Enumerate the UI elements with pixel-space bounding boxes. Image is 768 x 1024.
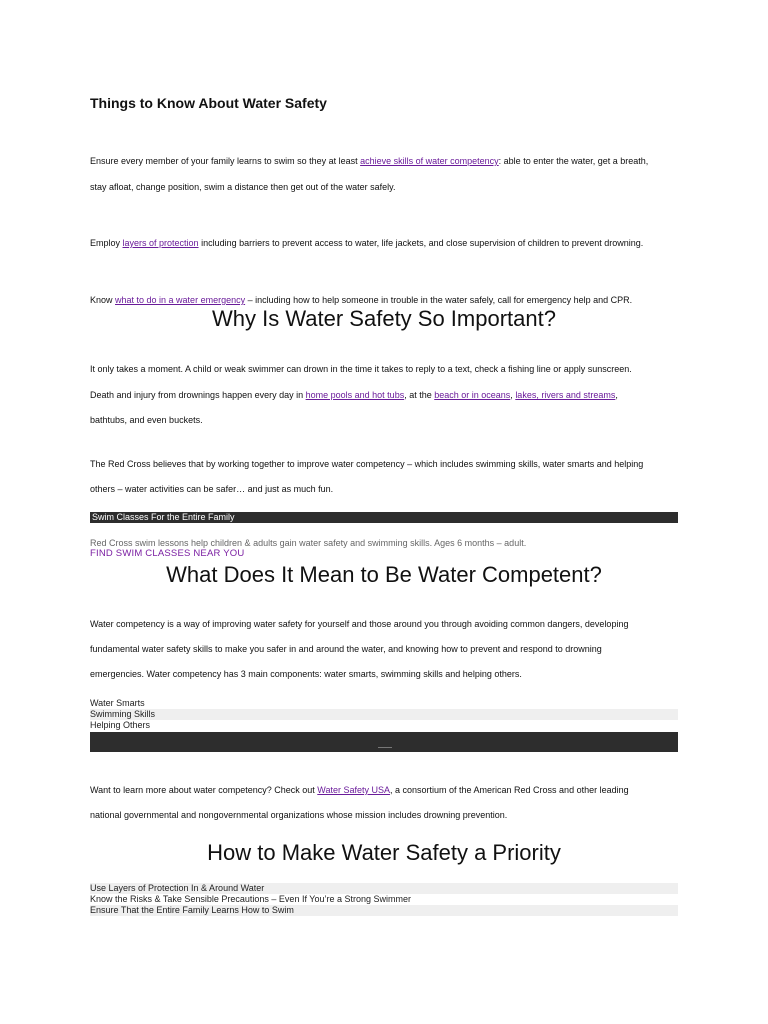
banner-description: Red Cross swim lessons help children & adults gain water safety and swimming skills. Ages 6 months – adult. (90, 538, 527, 548)
paragraph-water-safety-usa (90, 784, 629, 796)
link-water-competency[interactable]: achieve skills of water competency (360, 156, 499, 166)
section-heading-water-competent: What Does It Mean to Be Water Competent? (166, 562, 602, 587)
paragraph-line: bathtubs, and even buckets. (90, 415, 203, 425)
paragraph-text: , (510, 390, 516, 400)
paragraph-water-emergency (90, 294, 632, 306)
paragraph-swim-competency (90, 155, 648, 167)
section-heading-priority: How to Make Water Safety a Priority (207, 840, 561, 865)
paragraph-text: Employ (90, 238, 123, 248)
paragraph-text: : able to enter the water, get a breath, (498, 156, 649, 166)
paragraph-text: including barriers to prevent access to water, life jackets, and close supervision of children to prevent drowning. (198, 238, 644, 248)
swim-classes-banner (90, 512, 678, 523)
link-water-emergency[interactable]: what to do in a water emergency (115, 295, 246, 305)
panel-handle-icon (378, 747, 392, 748)
paragraph-text: , at the (404, 390, 435, 400)
paragraph-line: The Red Cross believes that by working together to improve water competency – which includes swimming skills, water smarts and helping (90, 459, 644, 469)
paragraph-text: – including how to help someone in trouble in the water safely, call for emergency help and CPR. (245, 295, 633, 305)
link-home-pools[interactable]: home pools and hot tubs (305, 390, 405, 400)
paragraph-line: fundamental water safety skills to make you safer in and around the water, and knowing how to prevent and respond to drowning (90, 644, 602, 654)
component-tab-swimming-skills[interactable]: Swimming Skills (90, 709, 678, 720)
paragraph-line: Water competency is a way of improving water safety for yourself and those around you through avoiding common dangers, developing (90, 619, 629, 629)
link-beach-oceans[interactable]: beach or in oceans (434, 390, 511, 400)
paragraph-text: Ensure every member of your family learns to swim so they at least (90, 156, 361, 166)
paragraph-text: , a consortium of the American Red Cross and other leading (389, 785, 629, 795)
component-content-panel (90, 732, 678, 752)
section-heading-things-to-know: Things to Know About Water Safety (90, 95, 327, 111)
priority-item-family-swim[interactable]: Ensure That the Entire Family Learns How to Swim (90, 905, 678, 916)
paragraph-text: , (615, 390, 618, 400)
paragraph-text: Death and injury from drownings happen every day in (90, 390, 306, 400)
paragraph-line: emergencies. Water competency has 3 main components: water smarts, swimming skills and helping others. (90, 669, 522, 679)
banner-title: Swim Classes For the Entire Family (92, 512, 235, 522)
paragraph-line: national governmental and nongovernmental organizations whose mission includes drowning prevention. (90, 810, 508, 820)
priority-item-layers[interactable]: Use Layers of Protection In & Around Water (90, 883, 678, 894)
component-tab-helping-others[interactable]: Helping Others (90, 720, 151, 730)
paragraph-text: Know (90, 295, 116, 305)
link-layers-of-protection[interactable]: layers of protection (122, 238, 199, 248)
paragraph-text: Want to learn more about water competency? Check out (90, 785, 318, 795)
paragraph-drownings (90, 389, 618, 401)
priority-item-risks[interactable]: Know the Risks & Take Sensible Precautions – Even If You’re a Strong Swimmer (90, 894, 411, 904)
paragraph-line: others – water activities can be safer… and just as much fun. (90, 484, 334, 494)
find-swim-classes-button[interactable]: FIND SWIM CLASSES NEAR YOU (90, 548, 245, 559)
link-lakes-rivers[interactable]: lakes, rivers and streams (515, 390, 616, 400)
section-heading-why-important: Why Is Water Safety So Important? (212, 306, 556, 331)
paragraph-line: It only takes a moment. A child or weak swimmer can drown in the time it takes to reply to a text, check a fishing line or apply sunscreen. (90, 364, 632, 374)
paragraph-line: stay afloat, change position, swim a distance then get out of the water safely. (90, 182, 396, 192)
paragraph-layers-of-protection (90, 237, 643, 249)
component-tab-water-smarts[interactable]: Water Smarts (90, 698, 145, 708)
link-water-safety-usa[interactable]: Water Safety USA (317, 785, 390, 795)
